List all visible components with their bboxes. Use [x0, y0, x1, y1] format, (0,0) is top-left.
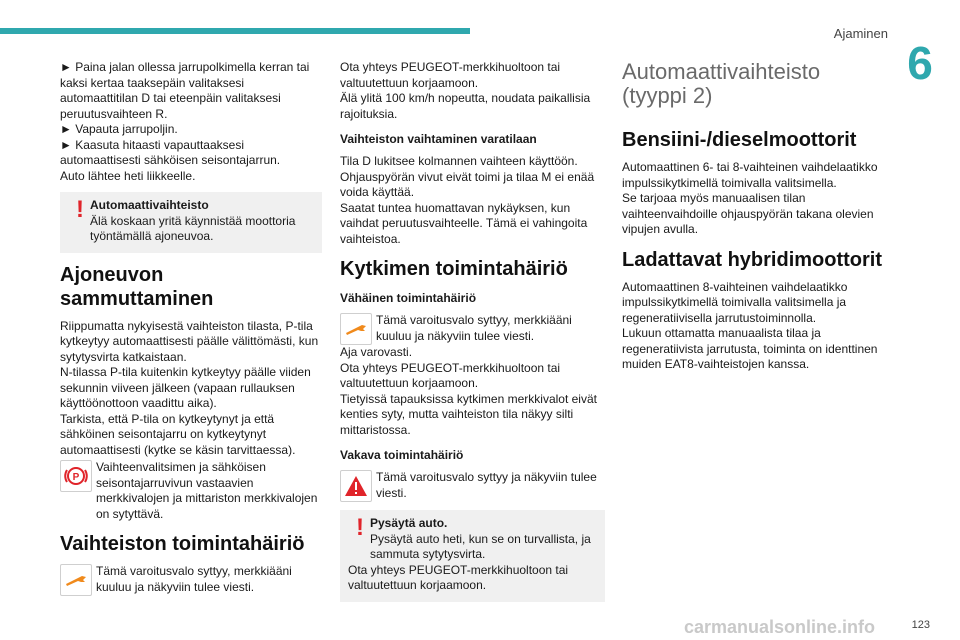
heading-minor-fault: Vähäinen toimintahäiriö — [340, 291, 477, 305]
parking-warning-row — [60, 460, 322, 522]
step-4: Auto lähtee heti liikkeelle. — [60, 168, 196, 183]
stop-warning-title: Pysäytä auto. — [370, 516, 448, 530]
speed-paragraph: Älä ylitä 100 km/h nopeutta, noudata paikallisia rajoituksia. — [340, 91, 591, 121]
hybrid-paragraph-2: Lukuun ottamatta manuaalista tilaa ja regeneratiivista jarrutusta, toiminta on identtinen muiden EAT8-vaihteistojen kanssa. — [622, 326, 878, 371]
minor-paragraph-1: Aja varovasti. — [340, 345, 413, 359]
minor-fault-icon-text: Tämä varoitusvalo syttyy, merkkiääni kuuluu ja näkyviin tulee viesti. — [376, 313, 572, 343]
wrench-icon — [340, 313, 372, 345]
severe-fault-icon-text: Tämä varoitusvalo syttyy ja näkyviin tulee viesti. — [376, 470, 597, 500]
contact-paragraph: Ota yhteys PEUGEOT-merkkihuoltoon tai valtuutettuun korjaamoon. — [340, 60, 561, 90]
heading-petrol-diesel: Bensiini-/dieselmoottorit — [622, 129, 857, 151]
watermark: carmanualsonline.info — [684, 617, 876, 637]
shutdown-paragraph-2: N-tilassa P-tila kuitenkin kytkeytyy päälle viiden sekunnin viiveen jälkeen (vapaan rullauksen käyttöönottoon vaadittu aika). — [60, 365, 311, 410]
header-accent-bar — [0, 28, 470, 34]
section-title: Automaattivaihteisto (tyyppi 2) — [622, 59, 821, 108]
column-1 — [60, 60, 322, 596]
step-1: ► Paina jalan ollessa jarrupolkimella kerran tai kaksi kertaa taaksepäin valitaksesi automaattitilan D tai eteenpäin valitaksesi peruutusvaihteen R. — [60, 60, 310, 121]
wrench-icon — [60, 564, 92, 596]
page-number: 123 — [911, 619, 930, 631]
heading-switch-fault: Kytkimen toimintahäiriö — [340, 258, 568, 280]
severe-fault-row — [340, 470, 605, 502]
hybrid-paragraph-1: Automaattinen 8-vaihteinen vaihdelaatikko impulssikytkimellä toimivalla valitsimella ja regeneratiivisella jarrutustoiminnolla. — [622, 279, 848, 325]
parking-icon-text: Vaihteenvalitsimen ja sähköisen seisontajarruvivun vastaavien merkkivalojen ja mittariston merkkivalojen on sytyttävä. — [96, 460, 318, 521]
heading-hybrid: Ladattavat hybridimoottorit — [622, 248, 883, 271]
warning-title: Automaattivaihteisto — [90, 198, 209, 212]
warning-box-stop — [340, 510, 605, 602]
stop-warning-line-1: Pysäytä auto heti, kun se on turvallista, ja sammuta sytytysvirta. — [370, 531, 591, 561]
shutdown-paragraph-1: Riippumatta nykyisestä vaihteiston tilasta, P-tila kytkeytyy automaattisesti päälle välittömästi, kun sytytysvirta katkaistaan. — [60, 318, 319, 364]
exclamation-icon: ! — [76, 196, 84, 223]
column-3 — [622, 60, 884, 373]
gearbox-fault-text: Tämä varoitusvalo syttyy, merkkiääni kuuluu ja näkyviin tulee viesti. — [96, 564, 292, 594]
warning-text: Älä koskaan yritä käynnistää moottoria työntämällä ajoneuvoa. — [90, 213, 296, 243]
emergency-paragraph-2: Saatat tuntea huomattavan nykäyksen, kun vaihdat peruutusvaihteelle. Tämä ei vahingoita vaihteistoa. — [340, 200, 588, 246]
heading-emergency-mode: Vaihteiston vaihtaminen varatilaan — [340, 132, 537, 146]
emergency-paragraph-1: Tila D lukitsee kolmannen vaihteen käyttöön. Ohjauspyörän vivut eivät toimi ja tilaa M ei enää voida käyttää. — [340, 154, 595, 199]
warning-box-gearbox — [60, 192, 322, 253]
gearbox-fault-row — [60, 564, 322, 596]
chapter-number: 6 — [907, 37, 933, 89]
exclamation-icon: ! — [356, 514, 364, 541]
chapter-title: Ajaminen — [833, 26, 888, 41]
petrol-paragraph-2: Se tarjoaa myös manuaalisen tilan vaihteenvaihdoille ohjauspyörän takana olevien vipujen avulla. — [622, 191, 874, 236]
heading-severe-fault: Vakava toimintahäiriö — [340, 448, 464, 462]
heading-shutdown: Ajoneuvon sammuttaminen — [60, 263, 214, 310]
minor-paragraph-2: Ota yhteys PEUGEOT-merkkihuoltoon tai valtuutettuun korjaamoon. — [340, 360, 561, 390]
step-3: ► Kaasuta hitaasti vapauttaaksesi automaattisesti sähköisen seisontajarrun. — [60, 137, 281, 167]
svg-text:P: P — [72, 472, 80, 483]
heading-gearbox-fault: Vaihteiston toimintahäiriö — [60, 533, 305, 555]
minor-fault-row — [340, 313, 605, 345]
column-2 — [340, 60, 605, 612]
warning-triangle-icon — [340, 470, 372, 502]
petrol-paragraph-1: Automaattinen 6- tai 8-vaihteinen vaihdelaatikko impulssikytkimellä toimivalla valitsimella. — [622, 160, 878, 190]
step-2: ► Vapauta jarrupoljin. — [60, 122, 178, 136]
minor-paragraph-3: Tietyissä tapauksissa kytkimen merkkivalot eivät kenties syty, mutta vaihteiston tila näkyy silti mittaristossa. — [340, 391, 597, 437]
shutdown-paragraph-3: Tarkista, että P-tila on kytkeytynyt ja että sähköinen seisontajarru on kytkeytynyt automaattisesti (kytke se käsin tarvittaessa). — [60, 411, 296, 457]
stop-warning-line-2: Ota yhteys PEUGEOT-merkkihuoltoon tai valtuutettuun korjaamoon. — [348, 562, 569, 592]
parking-brake-icon — [60, 460, 92, 492]
